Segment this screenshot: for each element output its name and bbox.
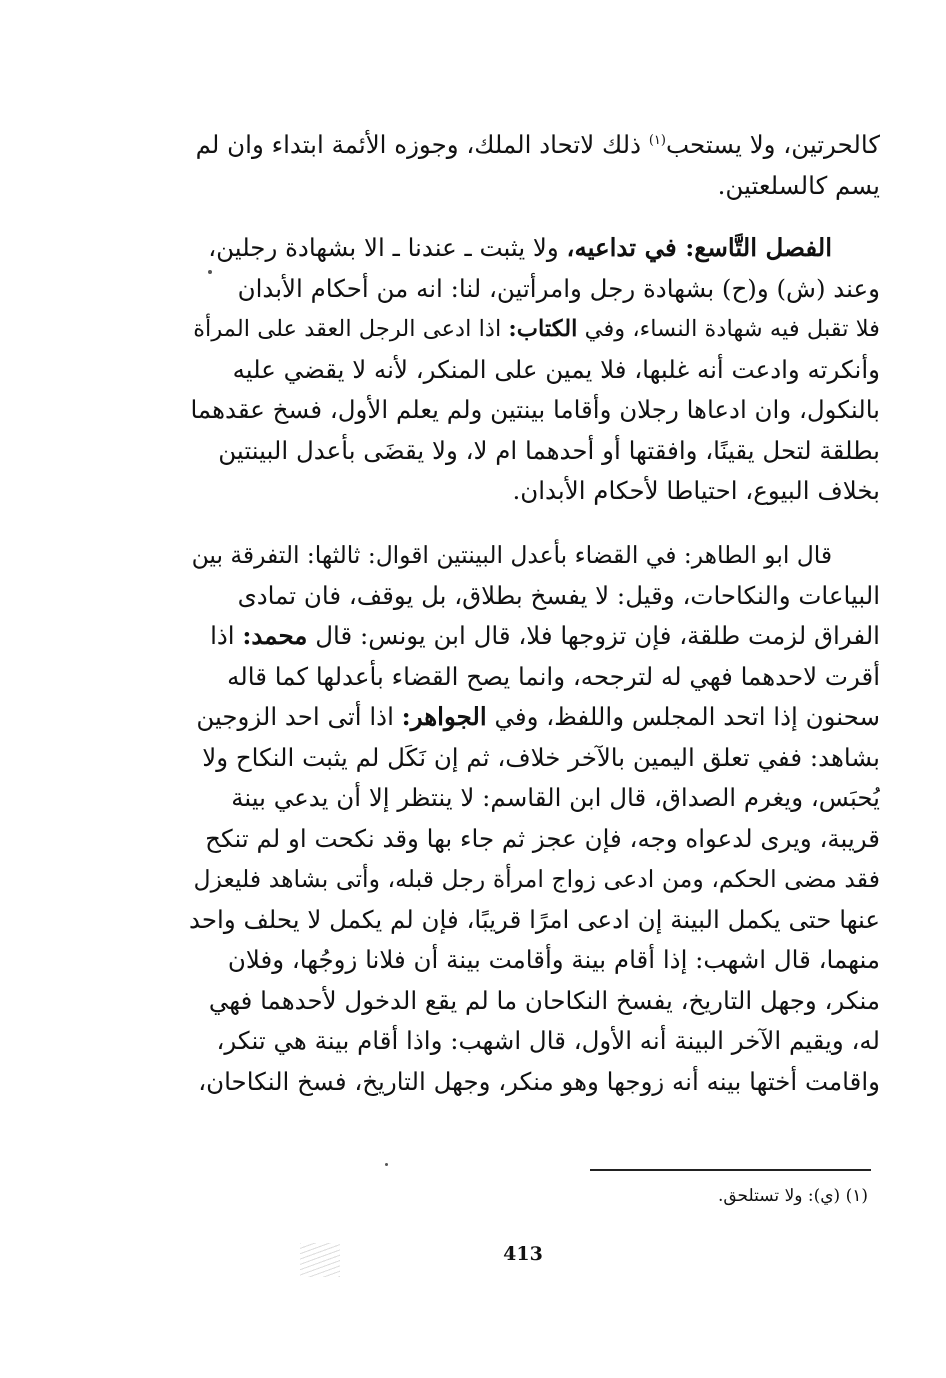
text-segment: ولا يثبت ـ عندنا ـ الا بشهادة رجلين، (208, 233, 567, 262)
text-segment: ذلك لاتحاد الملك، وجوزه الأئمة ابتداء وان لم (195, 130, 649, 159)
paragraph-3 (186, 535, 880, 1102)
text-segment: كالحرتين، ولا يستحب (665, 130, 880, 159)
page-number: 413 (503, 1243, 543, 1265)
text-line (186, 1062, 880, 1103)
text-line (186, 657, 880, 698)
footnote: (١) (ي): ولا تستلحق. (717, 1186, 868, 1206)
text-line (186, 616, 880, 657)
text-line (186, 697, 880, 738)
text-segment: منكر، وجهل التاريخ، يفسخ النكاحان ما لم يقع الدخول لأحدهما فهي (208, 985, 880, 1015)
bold-heading-text: الجواهر: (401, 702, 487, 731)
text-line (186, 981, 880, 1022)
text-segment: يُحبَس، ويغرم الصداق، قال ابن القاسم: لا ينتظر إلا أن يدعي بينة (231, 783, 880, 812)
text-segment: بالنكول، وان ادعاها رجلان وأقاما بينتين ولم يعلم الأول، فسخ عقدهما (190, 395, 880, 424)
text-segment: بطلقة لتحل يقينًا، وافقتها أو أحدهما ام لا، ولا يقضَى بأعدل البينتين (218, 435, 880, 465)
text-segment: قريبة، ويرى لدعواه وجه، فإن عجز ثم جاء بها وقد نكحت او لم تنكح (205, 823, 880, 853)
text-line (186, 859, 880, 900)
ink-speck (208, 270, 212, 274)
scan-smudge (300, 1243, 340, 1277)
ink-speck (385, 1163, 388, 1166)
footnote-marker: (١) (648, 132, 666, 148)
text-line (186, 535, 880, 576)
text-line (186, 125, 880, 166)
text-segment: أقرت لاحدهما فهي له لترجحه، وانما يصح القضاء بأعدلها كما قاله (227, 661, 880, 691)
text-line (186, 900, 880, 941)
text-line (186, 778, 880, 819)
text-segment: عنها حتى يكمل البينة إن ادعى امرًا قريبًا، فإن لم يكمل لا يحلف واحد (189, 904, 880, 934)
text-line (186, 738, 880, 779)
text-line (186, 390, 880, 431)
text-line (186, 309, 880, 350)
text-segment: وأنكرته وادعت أنه غلبها، فلا يمين على المنكر، لأنه لا يقضي عليه (232, 354, 880, 384)
bold-heading-text: محمد: (242, 621, 308, 650)
text-line (186, 1021, 880, 1062)
text-line (186, 576, 880, 617)
text-segment: منهما، قال اشهب: إذا أقام بينة وأقامت بينة أن فلانا زوجُها، وفلان (227, 945, 880, 974)
paragraph-1 (186, 125, 880, 206)
text-segment: له، ويقيم الآخر البينة أنه الأول، قال اشهب: واذا أقام بينة هي تنكر، (216, 1026, 880, 1055)
text-segment: فلا تقبل فيه شهادة النساء، وفي (577, 316, 880, 342)
text-line (186, 940, 880, 981)
footnote-separator (590, 1169, 871, 1171)
text-segment: يسم كالسلعتين. (717, 170, 880, 200)
text-segment: وعند (ش) و(ح) بشهادة رجل وامرأتين، لنا: انه من أحكام الأبدان (237, 273, 880, 303)
text-segment: بخلاف البيوع، احتياطا لأحكام الأبدان. (512, 476, 880, 505)
paragraph-2 (186, 228, 880, 512)
text-line (186, 431, 880, 472)
text-segment: اذا (210, 621, 243, 650)
text-segment: فقد مضى الحكم، ومن ادعى زواج امرأة رجل قبله، وأتى بشاهد فليعزل (193, 865, 880, 893)
text-segment: البياعات والنكاحات، وقيل: لا يفسخ بطلاق، بل يوقف، فان تمادى (237, 580, 880, 610)
text-segment: واقامت أختها بينه أنه زوجها وهو منكر، وجهل التاريخ، فسخ النكاحان، (198, 1066, 880, 1096)
bold-heading-text: الفصل التَّاسع: في تداعيه، (566, 233, 832, 262)
text-segment: الفراق لزمت طلقة، فإن تزوجها فلا، قال ابن يونس: قال (307, 621, 880, 650)
text-segment: قال ابو الطاهر: في القضاء بأعدل البينتين اقوال: ثالثها: التفرقة بين (191, 541, 832, 569)
text-line (186, 819, 880, 860)
bold-heading-text: الكتاب: (508, 316, 578, 342)
text-line (186, 228, 880, 269)
text-segment: سحنون إذا اتحد المجلس واللفظ، وفي (486, 702, 880, 731)
text-line (186, 269, 880, 310)
text-line (186, 471, 880, 512)
text-line (186, 166, 880, 207)
text-line (186, 350, 880, 391)
text-segment: بشاهد: ففي تعلق اليمين بالآخر خلاف، ثم إن نَكَل لم يثبت النكاح ولا (202, 742, 880, 772)
text-segment: اذا أتى احد الزوجين (196, 702, 402, 731)
text-segment: اذا ادعى الرجل العقد على المرأة (193, 316, 509, 342)
